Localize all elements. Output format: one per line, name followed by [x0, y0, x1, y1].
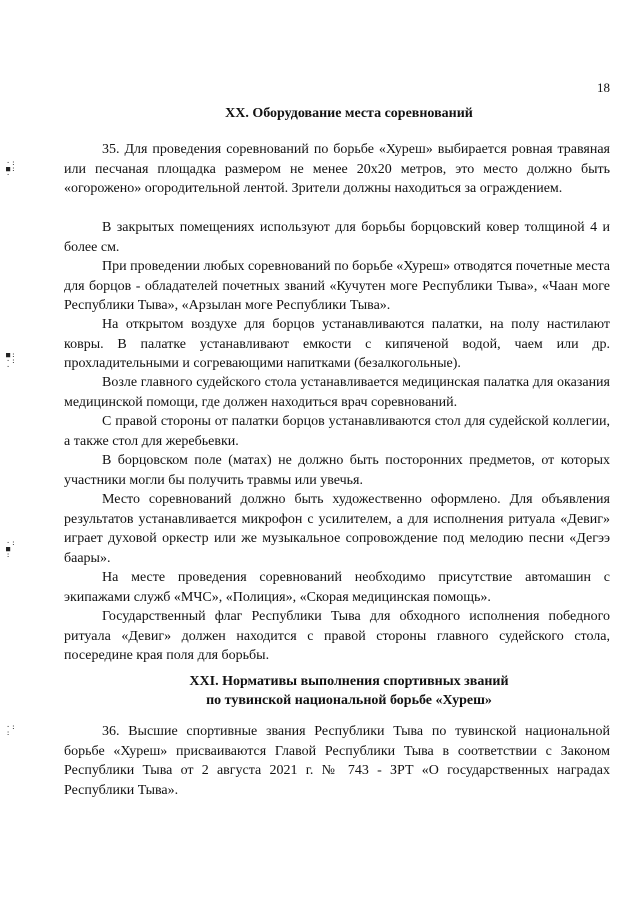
- section-xxi-title-line2: по тувинской национальной борьбе «Хуреш»: [206, 693, 492, 708]
- paragraph-emergency-services: На месте проведения соревнований необходимо присутствие автомашин с экипажами служб «МЧС», «Полиция», «Скорая медицинская помощь».: [64, 570, 610, 605]
- section-xx-title: XX. Оборудование места соревнований: [225, 106, 473, 121]
- paragraph-judges-table: С правой стороны от палатки борцов устанавливаются стол для судейской коллегии, а также стол для жеребьевки.: [64, 414, 610, 449]
- paragraph-medical-tent: Возле главного судейского стола устанавливается медицинская палатка для оказания медицинской помощи, где должен находиться врач соревнований.: [64, 375, 610, 410]
- paragraph-honorary-places: При проведении любых соревнований по борьбе «Хуреш» отводятся почетные места для борцов - обладателей почетных званий «Кучутен моге Республики Тыва», «Чаан моге Республики Тыва», «Арзылан моге Республики Тыва».: [64, 259, 610, 313]
- section-xxi-title: [88, 672, 610, 710]
- paragraph-mat-clear: В борцовском поле (матах) не должно быть посторонних предметов, от которых участники могли бы получить травмы или увечья.: [64, 453, 610, 488]
- binder-mark: ·: ■: ·: [6, 159, 17, 179]
- paragraph-36: 36. Высшие спортивные звания Республики Тыва по тувинской национальной борьбе «Хуреш» присваиваются Главой Республики Тыва в соответствии с Законом Республики Тыва от 2 августа 2021 г. № 743 - ЗРТ «О государственных наградах Республики Тыва».: [64, 724, 610, 798]
- section-xxi-title-line1: XXI. Нормативы выполнения спортивных званий: [189, 674, 509, 689]
- binder-mark: ·: :: [6, 723, 17, 737]
- paragraph-tents: На открытом воздухе для борцов устанавливаются палатки, на полу настилают ковры. В палатке устанавливают емкости с кипяченой водой, чаем или др. прохладительными и согревающими напитками (безалкогольные).: [64, 317, 610, 371]
- paragraph-indoor-carpet: В закрытых помещениях используют для борьбы борцовский ковер толщиной 4 и более см.: [64, 220, 610, 255]
- paragraph-decoration: Место соревнований должно быть художественно оформлено. Для объявления результатов устанавливается микрофон с усилителем, а для исполнения ритуала «Девиг» играет духовой оркестр или же музыкальное сопровождение под мелодию песни «Дегээ баары».: [64, 492, 610, 566]
- binder-mark: ■: ·: ·: [6, 351, 17, 371]
- paragraph-state-flag: Государственный флаг Республики Тыва для обходного исполнения победного ритуала «Девиг» должен находится с правой стороны главного судейского стола, посередине края поля для борьбы.: [64, 609, 610, 663]
- binder-mark: ·: ■ :: [6, 539, 17, 559]
- page-number: 18: [597, 80, 610, 95]
- paragraph-35: 35. Для проведения соревнований по борьбе «Хуреш» выбирается ровная травяная или песчаная площадка размером не менее 20х20 метров, это место должно быть «огорожено» огородительной лентой. Зрители должны находиться за ограждением.: [64, 142, 610, 196]
